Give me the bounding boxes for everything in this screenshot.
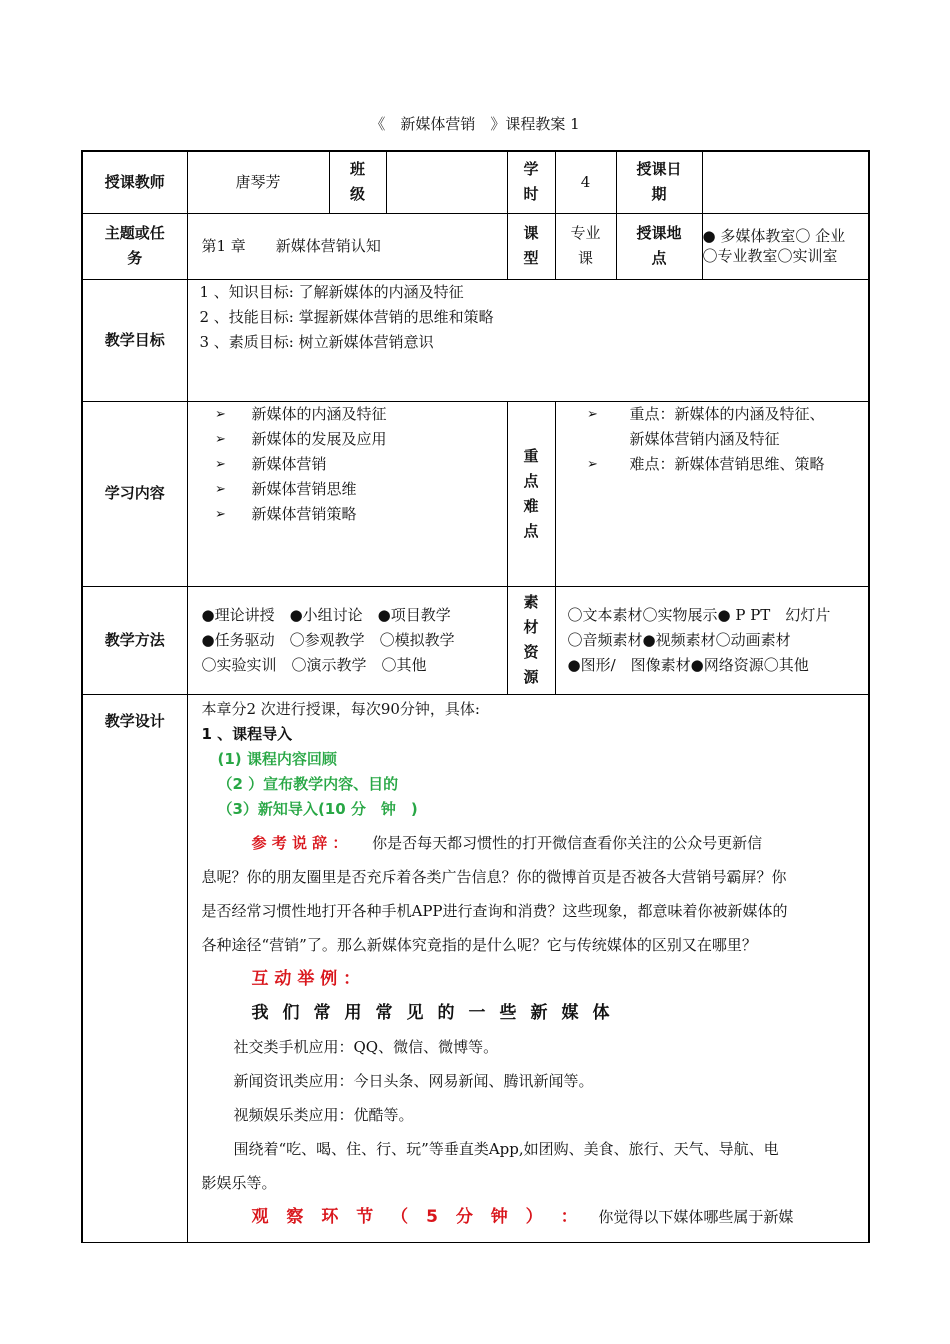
material-line: ●图形/ 图像素材●网络资源〇其他 (567, 655, 809, 674)
app-item: 视频娱乐类应用：优酷等。 (233, 1105, 414, 1124)
location-label: 授课地点 (616, 213, 702, 279)
app-item: 社交类手机应用：QQ、微信、微博等。 (233, 1037, 499, 1056)
content-item: ➢ 新媒体营销 (204, 452, 507, 477)
document-title: 《 新媒体营销 》课程教案 1 (370, 115, 580, 133)
topic-label: 主题或任务 (82, 213, 187, 279)
arrow-bullet-icon: ➢ (215, 506, 226, 522)
materials-label: 素材资源 (507, 586, 555, 694)
app-item: 围绕着“吃、喝、住、行、玩”等垂直类App,如团购、美食、旅行、天气、导航、电 (233, 1139, 779, 1158)
reference-text-line: 是否经常习惯性地打开各种手机APP进行查询和消费？这些现象，都意味着你被新媒体的 (201, 901, 788, 920)
content-item: ➢ 新媒体营销策略 (204, 502, 507, 527)
app-item: 影娱乐等。 (201, 1173, 277, 1192)
goal-item: 2 、技能目标: 掌握新媒体营销的思维和策略 (199, 307, 494, 326)
goals-content (187, 279, 869, 401)
key-point-item: ➢ 难点：新媒体营销思维、策略 (576, 452, 869, 477)
content-item: ➢ 新媒体营销思维 (204, 477, 507, 502)
example-title: 我们常用常见的一些新媒体 (251, 1002, 624, 1023)
arrow-bullet-icon: ➢ (215, 456, 226, 472)
content-list (187, 401, 507, 586)
observe-section (202, 1200, 855, 1234)
key-point-item-cont: 新媒体营销内涵及特征 (629, 429, 780, 448)
location-line-2: 〇专业教室〇实训室 (702, 247, 838, 265)
methods-label: 教学方法 (82, 586, 187, 694)
hours-value: 4 (555, 151, 616, 213)
method-line: ●任务驱动 〇参观教学 〇模拟教学 (201, 630, 455, 649)
location-value (702, 213, 869, 279)
goal-item: 3 、素质目标: 树立新媒体营销意识 (199, 332, 434, 351)
arrow-bullet-icon: ➢ (215, 431, 226, 447)
location-line-1: ● 多媒体教室〇 企业 (702, 227, 846, 245)
method-line: 〇实验实训 〇演示教学 〇其他 (201, 655, 427, 674)
design-intro: 本章分2 次进行授课，每次90分钟，具体: (201, 699, 480, 718)
teacher-value: 唐琴芳 (187, 151, 329, 213)
materials-content (555, 586, 869, 694)
class-value (386, 151, 507, 213)
section-course-intro: 1 、课程导入 (201, 724, 293, 743)
reference-text-line: 各种途径“营销”了。那么新媒体究竟指的是什么呢？它与传统媒体的区别又在哪里？ (201, 935, 757, 954)
observe-text: 你觉得以下媒体哪些属于新媒 (598, 1207, 794, 1226)
method-line: ●理论讲授 ●小组讨论 ●项目教学 (201, 605, 451, 624)
hours-label: 学时 (507, 151, 555, 213)
arrow-bullet-icon: ➢ (215, 481, 226, 497)
key-point-item: ➢ 重点：新媒体的内涵及特征、 (576, 402, 869, 427)
type-value: 专业课 (555, 213, 616, 279)
sub-review: (1) 课程内容回顾 (217, 749, 337, 768)
methods-content (187, 586, 507, 694)
reference-label: 参 考 说 辞 ： (251, 833, 348, 852)
reference-text-line: 息呢？你的朋友圈里是否充斥着各类广告信息？你的微博首页是否被各大营销号霸屏？你 (201, 867, 787, 886)
reference-text: 你是否每天都习惯性的打开微信查看你关注的公众号更新信 (372, 833, 763, 852)
sub-new-knowledge: （3）新知导入(10 分 钟 ) (217, 799, 418, 818)
observe-label: 观 察 环 节 （ 5 分 钟 ） ： (251, 1206, 584, 1227)
goals-label: 教学目标 (82, 279, 187, 401)
app-item: 新闻资讯类应用：今日头条、网易新闻、腾讯新闻等。 (233, 1071, 594, 1090)
key-points-content (555, 401, 869, 586)
example-label: 互 动 举 例 ： (251, 968, 361, 989)
arrow-bullet-icon: ➢ (215, 406, 226, 422)
date-value (702, 151, 869, 213)
type-label: 课型 (507, 213, 555, 279)
date-label: 授课日期 (616, 151, 702, 213)
goal-item: 1 、知识目标: 了解新媒体的内涵及特征 (199, 282, 464, 301)
key-points-label: 重点难点 (507, 401, 555, 586)
lesson-plan-table (81, 150, 870, 1243)
arrow-bullet-icon: ➢ (587, 406, 598, 422)
content-item: ➢ 新媒体的内涵及特征 (204, 402, 507, 427)
content-item: ➢ 新媒体的发展及应用 (204, 427, 507, 452)
design-label: 教学设计 (82, 694, 187, 1242)
content-label: 学习内容 (82, 401, 187, 586)
material-line: 〇音频素材●视频素材〇动画素材 (567, 630, 791, 649)
teacher-label: 授课教师 (82, 151, 187, 213)
sub-announce: （2 ）宣布教学内容、目的 (217, 774, 399, 793)
arrow-bullet-icon: ➢ (587, 456, 598, 472)
design-content (187, 694, 869, 1242)
reference-speech (202, 826, 855, 860)
material-line: 〇文本素材〇实物展示● P PT 幻灯片 (567, 605, 831, 624)
topic-value: 第1 章 新媒体营销认知 (187, 213, 507, 279)
class-label: 班级 (329, 151, 386, 213)
